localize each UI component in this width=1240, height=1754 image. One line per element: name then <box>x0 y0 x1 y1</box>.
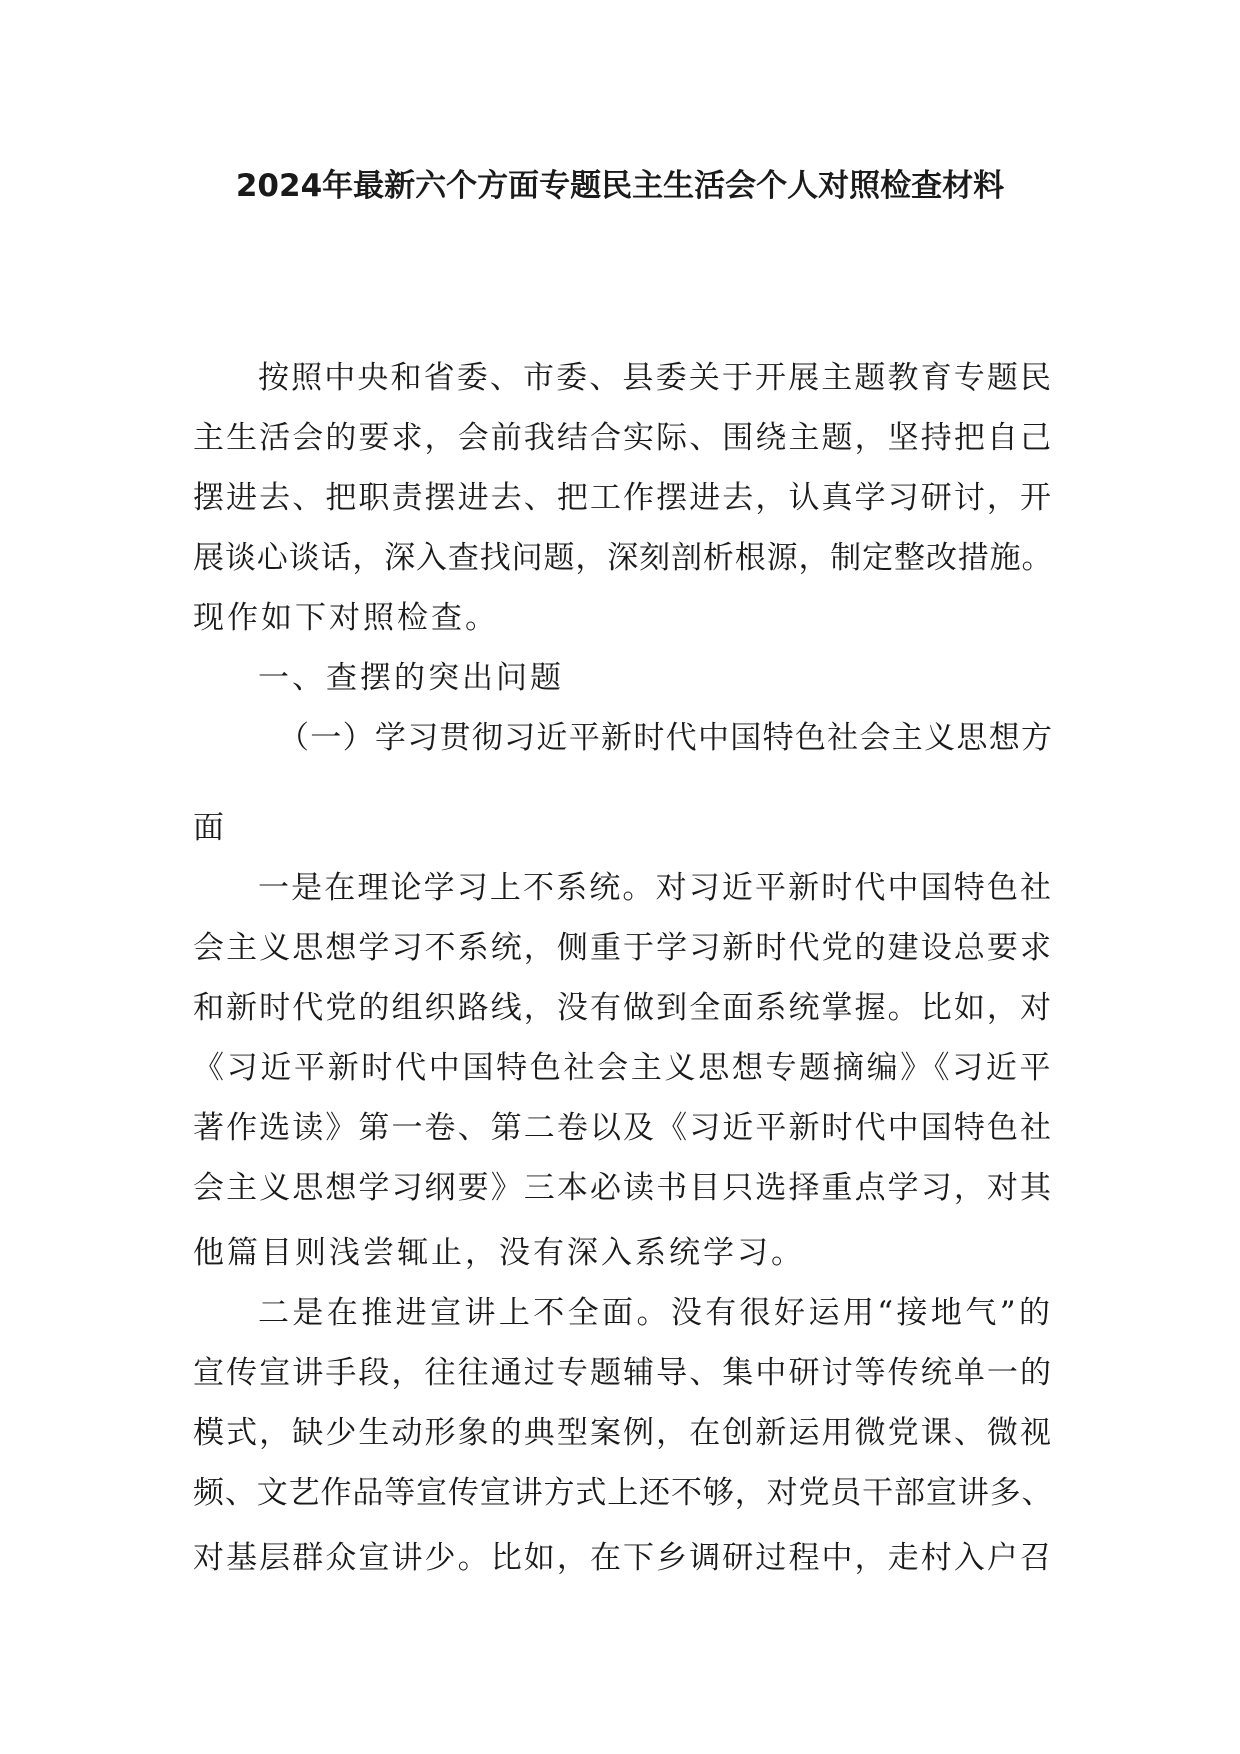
body-line: 模式，缺少生动形象的典型案例，在创新运用微党课、微视 <box>193 1415 1053 1451</box>
body-line: 主生活会的要求，会前我结合实际、围绕主题，坚持把自己 <box>193 420 1053 456</box>
body-line: 频、文艺作品等宣传宣讲方式上还不够，对党员干部宣讲多、 <box>193 1475 1053 1511</box>
body-line: 摆进去、把职责摆进去、把工作摆进去，认真学习研讨，开 <box>193 480 1053 516</box>
body-line: 会主义思想学习不系统，侧重于学习新时代党的建设总要求 <box>193 930 1053 966</box>
document-title: 2024年最新六个方面专题民主生活会个人对照检查材料 <box>235 168 1005 204</box>
subsection-heading-continued: 面 <box>193 810 227 846</box>
subsection-heading: （一）学习贯彻习近平新时代中国特色社会主义思想方 <box>278 720 1053 756</box>
body-line: 二是在推进宣讲上不全面。没有很好运用“接地气”的 <box>258 1295 1053 1331</box>
body-line: 著作选读》第一卷、第二卷以及《习近平新时代中国特色社 <box>193 1110 1053 1146</box>
body-line: 《习近平新时代中国特色社会主义思想专题摘编》《习近平 <box>193 1050 1053 1086</box>
body-line: 会主义思想学习纲要》三本必读书目只选择重点学习，对其 <box>193 1170 1053 1206</box>
body-line: 对基层群众宣讲少。比如，在下乡调研过程中，走村入户召 <box>193 1540 1053 1576</box>
body-line: 一是在理论学习上不系统。对习近平新时代中国特色社 <box>258 870 1053 906</box>
body-line: 按照中央和省委、市委、县委关于开展主题教育专题民 <box>258 360 1053 396</box>
body-line: 展谈心谈话，深入查找问题，深刻剖析根源，制定整改措施。 <box>193 540 1053 576</box>
section-heading: 一、查摆的突出问题 <box>258 660 564 696</box>
body-line: 他篇目则浅尝辄止，没有深入系统学习。 <box>193 1235 805 1271</box>
body-line: 宣传宣讲手段，往往通过专题辅导、集中研讨等传统单一的 <box>193 1355 1053 1391</box>
body-line: 现作如下对照检查。 <box>193 600 499 636</box>
body-line: 和新时代党的组织路线，没有做到全面系统掌握。比如，对 <box>193 990 1053 1026</box>
